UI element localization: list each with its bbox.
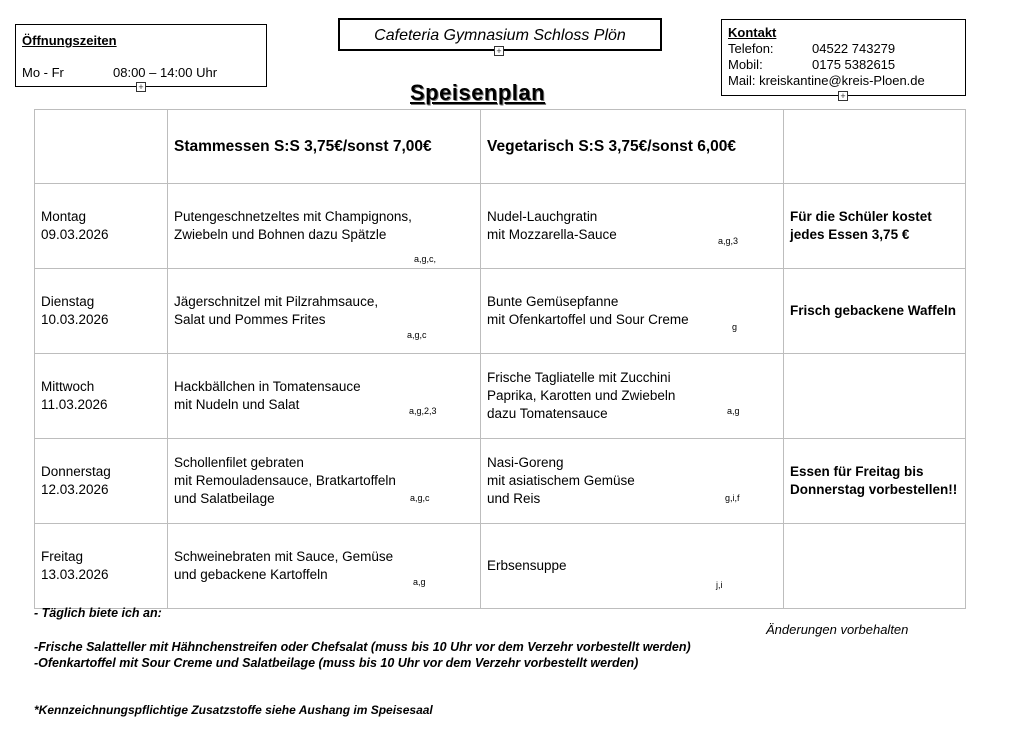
day-name: Mittwoch	[41, 379, 95, 394]
day-cell	[35, 439, 168, 524]
cafeteria-title-box	[338, 18, 662, 56]
main-allergens: a,g,c	[410, 493, 430, 503]
main-dish: Jägerschnitzel mit Pilzrahmsauce, Salat und Pommes Frites	[174, 294, 379, 327]
phone-number: 04522 743279	[812, 41, 896, 56]
main-allergens: a,g,c,	[414, 254, 437, 264]
additives-note: *Kennzeichnungspflichtige Zusatzstoffe siehe Aushang im Speisesaal	[34, 703, 433, 717]
phone-label: Telefon:	[728, 41, 774, 56]
mobile-number: 0175 5382615	[812, 57, 896, 72]
day-date: 13.03.2026	[41, 567, 109, 582]
opening-time: 08:00 – 14:00 Uhr	[113, 65, 218, 80]
contact-mail-row	[728, 73, 925, 88]
main-allergens: a,g,c	[407, 330, 427, 340]
day-cell	[35, 354, 168, 439]
vegetarian-dish: Nasi-Goreng mit asiatischem Gemüse und Reis	[487, 455, 635, 506]
opening-hours-box	[15, 24, 267, 92]
move-handle-icon[interactable]: +	[494, 46, 504, 56]
table-row	[35, 524, 966, 609]
daily-offer-item: -Frische Salatteller mit Hähnchenstreifen oder Chefsalat (muss bis 10 Uhr vor dem Verzehr vorbestellt werden)	[34, 640, 691, 654]
main-dish: Putengeschnetzeltes mit Champignons, Zwiebeln und Bohnen dazu Spätzle	[174, 209, 412, 242]
main-dish-cell	[168, 354, 481, 439]
vegetarian-cell	[481, 439, 784, 524]
note-cell	[784, 354, 966, 439]
vegetarian-cell	[481, 184, 784, 269]
header-vegetarian: Vegetarisch S:S 3,75€/sonst 6,00€	[481, 110, 784, 184]
day-name: Donnerstag	[41, 464, 111, 479]
main-dish-cell	[168, 269, 481, 354]
day-date: 12.03.2026	[41, 482, 109, 497]
menu-table	[34, 109, 966, 609]
table-header-row	[35, 110, 966, 184]
note-cell: Für die Schüler kostet jedes Essen 3,75 €	[784, 184, 966, 269]
vegetarian-allergens: g,i,f	[725, 493, 740, 503]
vegetarian-cell	[481, 524, 784, 609]
day-date: 09.03.2026	[41, 227, 109, 242]
day-name: Montag	[41, 209, 87, 224]
main-dish-cell	[168, 524, 481, 609]
vegetarian-allergens: g	[732, 322, 738, 332]
opening-hours-title: Öffnungszeiten	[22, 33, 117, 48]
main-allergens: a,g,2,3	[409, 406, 437, 416]
contact-mobile-row	[728, 57, 895, 72]
day-date: 11.03.2026	[41, 397, 108, 412]
day-date: 10.03.2026	[41, 312, 109, 327]
header-main-dish: Stammessen S:S 3,75€/sonst 7,00€	[168, 110, 481, 184]
daily-offer-item: -Ofenkartoffel mit Sour Creme und Salatbeilage (muss bis 10 Uhr vor dem Verzehr vorbestellt werden)	[34, 656, 639, 670]
move-handle-icon[interactable]: +	[136, 82, 146, 92]
mail-address[interactable]: kreiskantine@kreis-Ploen.de	[759, 73, 925, 88]
mail-label: Mail:	[728, 73, 756, 88]
day-cell	[35, 184, 168, 269]
header-day	[35, 110, 168, 184]
note-cell: Frisch gebackene Waffeln	[784, 269, 966, 354]
vegetarian-allergens: a,g,3	[718, 236, 739, 246]
mobile-label: Mobil:	[728, 57, 763, 72]
day-name: Dienstag	[41, 294, 95, 309]
page-title: Speisenplan	[410, 80, 546, 105]
vegetarian-cell	[481, 269, 784, 354]
main-dish-cell	[168, 439, 481, 524]
contact-title: Kontakt	[728, 25, 777, 40]
day-name: Freitag	[41, 549, 84, 564]
note-cell	[784, 524, 966, 609]
vegetarian-cell	[481, 354, 784, 439]
day-cell	[35, 524, 168, 609]
main-dish: Hackbällchen in Tomatensauce mit Nudeln und Salat	[174, 379, 361, 412]
contact-phone-row	[728, 41, 895, 56]
table-row	[35, 354, 966, 439]
changes-reserved-note: Änderungen vorbehalten	[766, 622, 909, 637]
opening-days: Mo - Fr	[22, 65, 64, 80]
table-row	[35, 439, 966, 524]
main-dish: Schweinebraten mit Sauce, Gemüse und gebackene Kartoffeln	[174, 549, 394, 582]
vegetarian-dish: Erbsensuppe	[487, 558, 567, 573]
table-row	[35, 184, 966, 269]
cafeteria-title: Cafeteria Gymnasium Schloss Plön	[374, 27, 626, 44]
vegetarian-allergens: j,i	[716, 580, 723, 590]
main-allergens: a,g	[413, 577, 426, 587]
daily-offer-title: - Täglich biete ich an:	[34, 606, 162, 620]
main-dish: Schollenfilet gebraten mit Remouladensauce, Bratkartoffeln und Salatbeilage	[174, 455, 396, 506]
vegetarian-dish: Bunte Gemüsepfanne mit Ofenkartoffel und Sour Creme	[487, 294, 689, 327]
vegetarian-allergens: a,g	[727, 406, 740, 416]
note-cell: Essen für Freitag bis Donnerstag vorbestellen!!	[784, 439, 966, 524]
contact-box	[721, 19, 966, 101]
main-dish-cell	[168, 184, 481, 269]
header-note	[784, 110, 966, 184]
vegetarian-dish: Nudel-Lauchgratin mit Mozzarella-Sauce	[487, 209, 617, 242]
table-row	[35, 269, 966, 354]
move-handle-icon[interactable]: +	[838, 91, 848, 101]
day-cell	[35, 269, 168, 354]
vegetarian-dish: Frische Tagliatelle mit Zucchini Paprika, Karotten und Zwiebeln dazu Tomatensauce	[487, 370, 676, 421]
